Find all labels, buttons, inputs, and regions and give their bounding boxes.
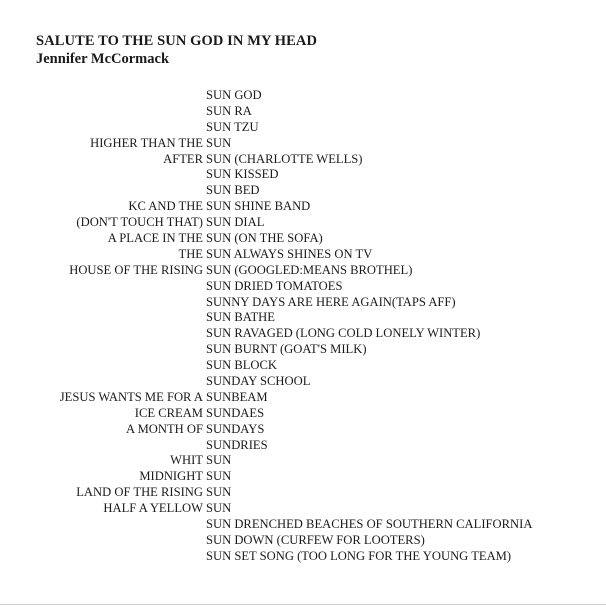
poem-line (0, 485, 606, 501)
poem-line-prefix: THE (178, 246, 203, 261)
poem-line (0, 152, 606, 168)
poem-line (0, 453, 606, 469)
poem-line-sun-phrase: SUNDAY SCHOOL (206, 374, 311, 389)
poem-line (0, 342, 606, 358)
poem-line-sun-phrase: SUN (CHARLOTTE WELLS) (206, 151, 363, 166)
poem-line (0, 517, 606, 533)
poem-line-sun-phrase: SUN SET SONG (TOO LONG FOR THE YOUNG TEAM) (206, 548, 512, 563)
poem-line (0, 406, 606, 422)
poem-line-sun-phrase: SUN (206, 485, 232, 500)
poem-line-prefix: ICE CREAM (134, 405, 203, 420)
poem-line (0, 549, 606, 565)
poem-line-sun-phrase: SUNDRIES (206, 437, 268, 452)
poem-line-sun-phrase: SUN DOWN (CURFEW FOR LOOTERS) (206, 532, 425, 547)
poem-line-sun-phrase: SUN BURNT (GOAT'S MILK) (206, 342, 367, 357)
poem-line (0, 183, 606, 199)
poem-line (0, 104, 606, 120)
poem-line-sun-phrase: SUN DIAL (206, 215, 265, 230)
poem-line (0, 167, 606, 183)
poem-line-sun-phrase: SUN BATHE (206, 310, 275, 325)
poem-line-sun-phrase: SUN ALWAYS SHINES ON TV (206, 246, 373, 261)
poem-line-sun-phrase: SUNDAES (206, 405, 265, 420)
poem-line (0, 120, 606, 136)
poem-line-prefix: HIGHER THAN THE (90, 135, 203, 150)
poem-line-prefix: (DON'T TOUCH THAT) (76, 215, 203, 230)
poem-line-sun-phrase: SUN (206, 469, 232, 484)
poem-line (0, 310, 606, 326)
poem-line (0, 438, 606, 454)
poem-line-sun-phrase: SUN BED (206, 183, 260, 198)
poem-line-sun-phrase: SUN DRIED TOMATOES (206, 278, 343, 293)
poem-line-sun-phrase: SUN RAVAGED (LONG COLD LONELY WINTER) (206, 326, 481, 341)
poem-line (0, 199, 606, 215)
poem-line-sun-phrase: SUN DRENCHED BEACHES OF SOUTHERN CALIFORNIA (206, 517, 533, 532)
poem-line-sun-phrase: SUN GOD (206, 88, 262, 102)
poem-line (0, 533, 606, 549)
poem-line (0, 422, 606, 438)
poem-line-sun-phrase: SUN TZU (206, 119, 259, 134)
poem-line (0, 136, 606, 152)
poem-line (0, 247, 606, 263)
poem-line (0, 358, 606, 374)
poem-line (0, 263, 606, 279)
poem-line-sun-phrase: SUN (GOOGLED:MEANS BROTHEL) (206, 262, 413, 277)
poem-line-sun-phrase: SUN BLOCK (206, 358, 278, 373)
poem-line (0, 295, 606, 311)
poem-line-sun-phrase: SUNBEAM (206, 389, 268, 404)
poem-title: SALUTE TO THE SUN GOD IN MY HEAD (36, 33, 318, 49)
poem-author: Jennifer McCormack (36, 51, 170, 67)
poem-line-sun-phrase: SUN (ON THE SOFA) (206, 231, 323, 246)
poem-line (0, 390, 606, 406)
poem-line (0, 88, 606, 104)
poem-line (0, 469, 606, 485)
poem-line-prefix: JESUS WANTS ME FOR A (59, 389, 203, 404)
poem-line (0, 501, 606, 517)
poem-line-prefix: HALF A YELLOW (103, 501, 203, 516)
poem-line-prefix: A PLACE IN THE (107, 231, 203, 246)
poem-line-sun-phrase: SUN (206, 501, 232, 516)
poem-line-sun-phrase: SUN SHINE BAND (206, 199, 311, 214)
poem-line-sun-phrase: SUNDAYS (206, 421, 265, 436)
poem-line (0, 326, 606, 342)
poem-line-prefix: AFTER (163, 151, 203, 166)
poem-line-prefix: A MONTH OF (126, 421, 203, 436)
poem-line-sun-phrase: SUN (206, 453, 232, 468)
poem-lines (0, 88, 606, 565)
poem-line (0, 231, 606, 247)
poem-line-prefix: WHIT (170, 453, 203, 468)
poem-line-sun-phrase: SUN (206, 135, 232, 150)
poem-line-sun-phrase: SUN RA (206, 103, 252, 118)
poem-line-sun-phrase: SUNNY DAYS ARE HERE AGAIN(TAPS AFF) (206, 294, 456, 309)
poem-line-prefix: KC AND THE (128, 199, 203, 214)
bottom-divider (0, 604, 606, 605)
poem-line-prefix: LAND OF THE RISING (76, 485, 203, 500)
poem-line (0, 374, 606, 390)
poem-line (0, 279, 606, 295)
poem-line (0, 215, 606, 231)
poem-line-sun-phrase: SUN KISSED (206, 167, 279, 182)
poem-line-prefix: HOUSE OF THE RISING (69, 262, 203, 277)
poem-line-prefix: MIDNIGHT (139, 469, 203, 484)
